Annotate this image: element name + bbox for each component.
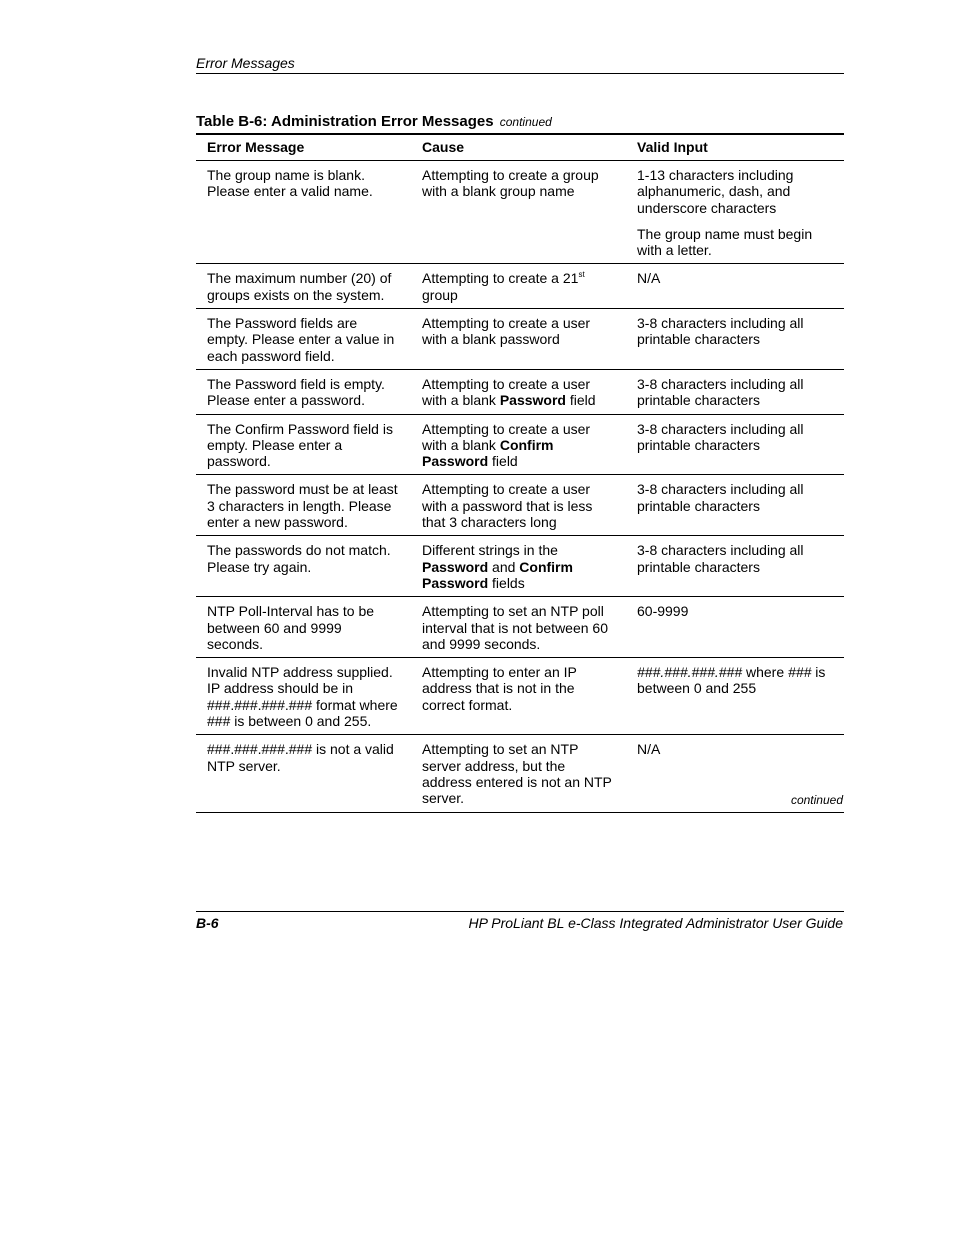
octet-placeholder-italic: ### xyxy=(788,664,812,681)
valid-input-text: is between 0 and 255 xyxy=(637,664,826,697)
table-row xyxy=(196,475,844,536)
cause-cell xyxy=(411,369,626,414)
column-header-cause: Cause xyxy=(411,136,626,161)
cause-text: and xyxy=(488,558,520,575)
ip-format-italic: ###.###.###.### xyxy=(637,664,743,681)
table-continued-note: continued xyxy=(790,793,843,807)
error-message-cell: The passwords do not match. Please try again. xyxy=(196,536,411,597)
document-title: HP ProLiant BL e-Class Integrated Administrator User Guide xyxy=(468,915,843,931)
cause-cell xyxy=(411,414,626,475)
table-caption xyxy=(196,113,844,135)
valid-input-cell xyxy=(626,658,844,735)
cause-text: Attempting to create a user with a blank xyxy=(422,420,591,453)
cause-text: group xyxy=(422,286,458,303)
valid-input-cell: 3-8 characters including all printable characters xyxy=(626,414,844,475)
error-message-cell: NTP Poll-Interval has to be between 60 and 9999 seconds. xyxy=(196,597,411,658)
cause-cell xyxy=(411,264,626,309)
valid-input-cell: 3-8 characters including all printable characters xyxy=(626,536,844,597)
valid-input-cell xyxy=(626,161,844,264)
valid-input-cell: 3-8 characters including all printable characters xyxy=(626,369,844,414)
valid-input-cell: 3-8 characters including all printable characters xyxy=(626,309,844,370)
cause-text: Attempting to create a user with a blank xyxy=(422,375,591,409)
valid-input-text: 1-13 characters including alphanumeric, dash, and underscore characters xyxy=(637,167,794,216)
error-message-cell: ###.###.###.### is not a valid NTP server. xyxy=(196,735,411,812)
running-header: Error Messages xyxy=(196,55,844,74)
column-header-valid-input: Valid Input xyxy=(626,136,844,161)
cause-text: Attempting to create a 21 xyxy=(422,270,579,287)
column-header-error-message: Error Message xyxy=(196,136,411,161)
cause-text: field xyxy=(488,453,518,470)
cause-cell: Attempting to set an NTP poll interval that is not between 60 and 9999 seconds. xyxy=(411,597,626,658)
cause-cell: Attempting to create a group with a blank group name xyxy=(411,161,626,264)
error-message-cell: The group name is blank. Please enter a valid name. xyxy=(196,161,411,264)
error-message-cell: The Password fields are empty. Please enter a value in each password field. xyxy=(196,309,411,370)
valid-input-cell: N/A xyxy=(626,735,844,812)
cause-cell: Attempting to set an NTP server address, but the address entered is not an NTP server. xyxy=(411,735,626,812)
page-number: B-6 xyxy=(196,915,219,931)
ordinal-suffix: st xyxy=(578,270,585,280)
table-row xyxy=(196,414,844,475)
valid-input-text: where xyxy=(742,664,789,681)
valid-input-note: The group name must begin with a letter. xyxy=(637,225,813,259)
field-name-bold: Confirm Password xyxy=(422,558,573,591)
error-message-cell: The password must be at least 3 characters in length. Please enter a new password. xyxy=(196,475,411,536)
field-name-bold: Password xyxy=(422,558,489,575)
table-header-row xyxy=(196,136,844,161)
table-row xyxy=(196,264,844,309)
error-message-cell: Invalid NTP address supplied. IP address should be in ###.###.###.### format where ### is between 0 and 255. xyxy=(196,658,411,735)
cause-text: Different strings in the xyxy=(422,542,558,559)
valid-input-cell: 3-8 characters including all printable characters xyxy=(626,475,844,536)
table-caption-continued: continued xyxy=(499,115,552,129)
table-row xyxy=(196,658,844,735)
table-row xyxy=(196,536,844,597)
table-row xyxy=(196,309,844,370)
error-messages-table xyxy=(196,136,844,813)
error-message-cell: The maximum number (20) of groups exists on the system. xyxy=(196,264,411,309)
error-message-cell: The Password field is empty. Please enter a password. xyxy=(196,369,411,414)
valid-input-cell: N/A xyxy=(626,264,844,309)
footer-divider xyxy=(196,911,844,912)
cause-text: fields xyxy=(488,574,525,591)
table-caption-text: Table B-6: Administration Error Messages xyxy=(196,113,494,130)
table-row xyxy=(196,369,844,414)
cause-text: field xyxy=(565,392,596,409)
valid-input-cell: 60-9999 xyxy=(626,597,844,658)
cause-cell: Attempting to create a user with a blank password xyxy=(411,309,626,370)
error-message-cell: The Confirm Password field is empty. Please enter a password. xyxy=(196,414,411,475)
cause-cell: Attempting to enter an IP address that is not in the correct format. xyxy=(411,658,626,735)
field-name-bold: Confirm Password xyxy=(422,436,554,470)
cause-cell xyxy=(411,536,626,597)
field-name-bold: Password xyxy=(499,392,566,409)
table-row xyxy=(196,597,844,658)
table-row xyxy=(196,161,844,264)
cause-cell: Attempting to create a user with a password that is less that 3 characters long xyxy=(411,475,626,536)
